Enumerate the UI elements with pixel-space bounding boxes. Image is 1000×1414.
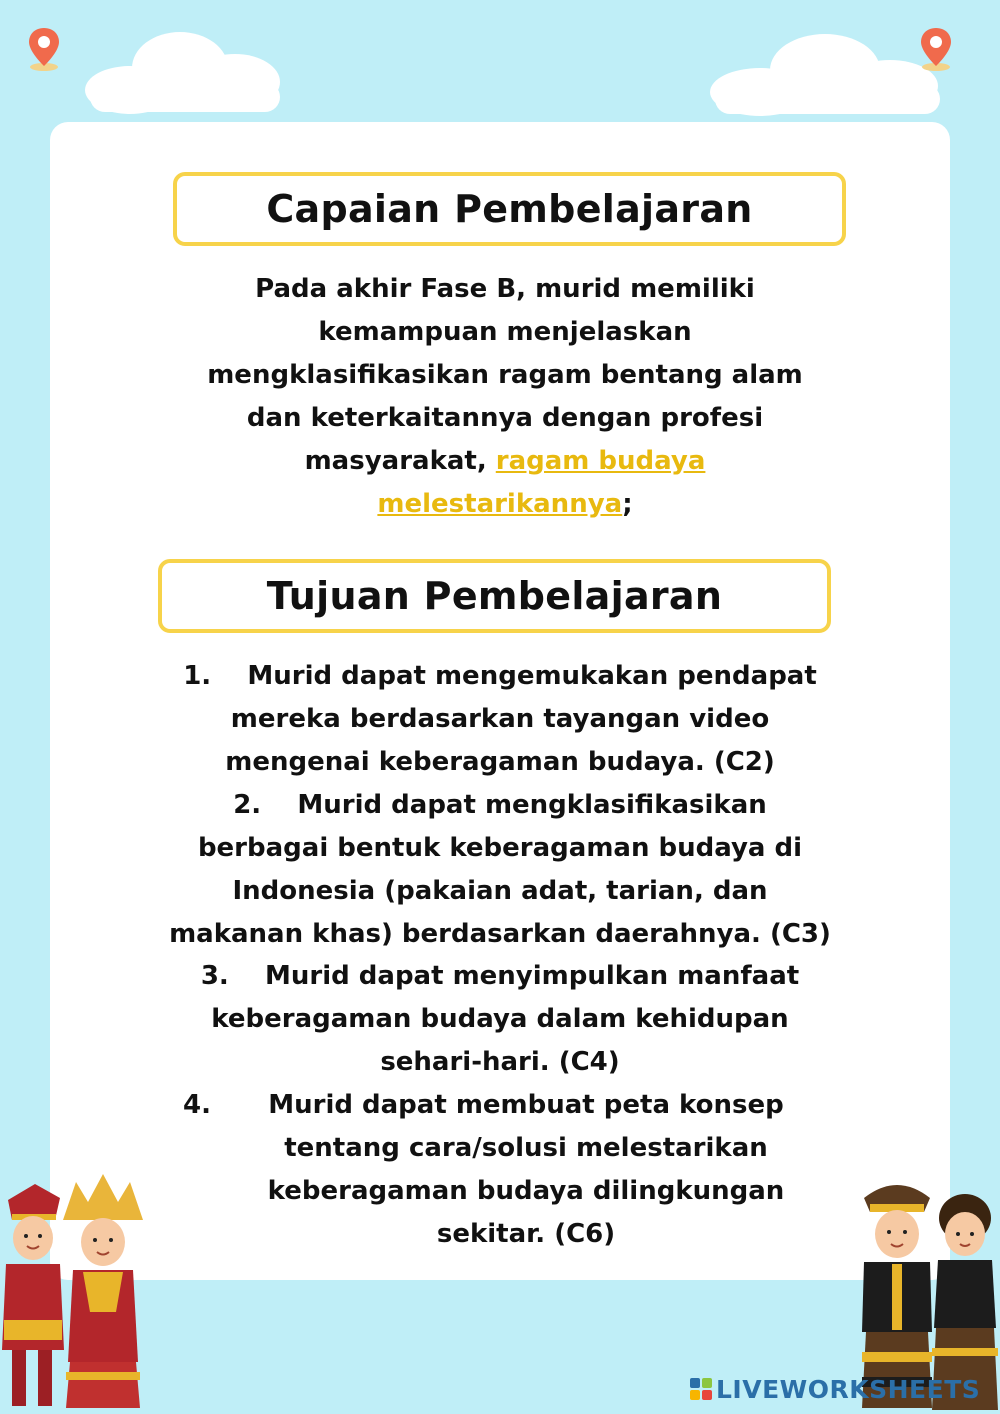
objective-line: Indonesia (pakaian adat, tarian, dan — [232, 876, 768, 906]
map-pin-right-icon — [918, 26, 954, 72]
capaian-line: mengklasifikasikan ragam bentang alam — [207, 360, 803, 390]
objective-line: 1. Murid dapat mengemukakan pendapat — [183, 661, 817, 691]
objective-line: Murid dapat membuat peta konsep — [268, 1090, 784, 1120]
capaian-title-box — [173, 172, 846, 246]
map-pin-left-icon — [26, 26, 62, 72]
tujuan-title: Tujuan Pembelajaran — [266, 574, 723, 618]
objective-text — [176, 1084, 876, 1256]
objective-line: makanan khas) berdasarkan daerahnya. (C3) — [169, 919, 831, 949]
liveworksheets-text: LIVEWORKSHEETS — [716, 1374, 981, 1404]
objective-line: sekitar. (C6) — [436, 1219, 616, 1249]
capaian-paragraph — [150, 268, 860, 526]
objective-item-2 — [150, 784, 850, 956]
liveworksheets-mark-icon — [690, 1378, 712, 1400]
capaian-line — [150, 440, 860, 483]
objective-line: 3. Murid dapat menyimpulkan manfaat — [200, 961, 800, 991]
tujuan-title-box — [158, 559, 831, 633]
liveworksheets-logo — [690, 1374, 980, 1404]
objective-line: mereka berdasarkan tayangan video — [230, 704, 770, 734]
objective-item-3 — [150, 955, 850, 1084]
objective-line: tentang cara/solusi melestarikan — [284, 1133, 768, 1163]
objective-line: mengenai keberagaman budaya. (C2) — [225, 747, 775, 777]
cloud-left-decoration — [70, 20, 300, 120]
objective-line: keberagaman budaya dalam kehidupan — [211, 1004, 789, 1034]
objective-line: berbagai bentuk keberagaman budaya di — [197, 833, 803, 863]
capaian-line-prefix: masyarakat, — [304, 446, 496, 476]
capaian-line: Pada akhir Fase B, murid memiliki — [255, 274, 755, 304]
melestarikannya-link[interactable]: melestarikannya — [377, 489, 623, 519]
capaian-line — [150, 483, 860, 526]
ragam-budaya-link[interactable]: ragam budaya — [495, 446, 706, 476]
capaian-line: dan keterkaitannya dengan profesi — [246, 403, 764, 433]
capaian-line-suffix: ; — [622, 489, 633, 519]
objective-line: keberagaman budaya dilingkungan — [267, 1176, 785, 1206]
objective-line: sehari-hari. (C4) — [380, 1047, 620, 1077]
objective-number: 4. — [183, 1090, 211, 1120]
woman-traditional-gold-illustration — [58, 1172, 148, 1414]
capaian-title: Capaian Pembelajaran — [266, 187, 753, 231]
objective-line: 2. Murid dapat mengklasifikasikan — [233, 790, 767, 820]
capaian-line: kemampuan menjelaskan — [318, 317, 692, 347]
cloud-right-decoration — [700, 22, 950, 122]
objective-item-1 — [150, 655, 850, 784]
